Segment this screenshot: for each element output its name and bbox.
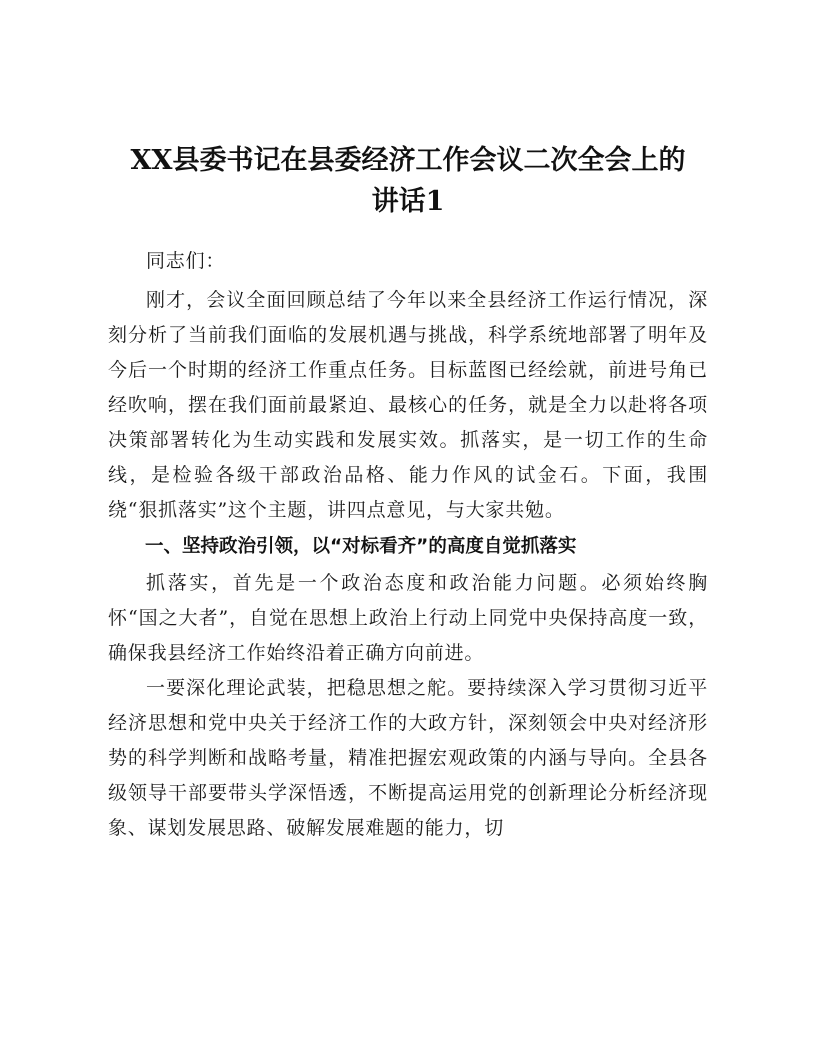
section-paragraph-1: 抓落实，首先是一个政治态度和政治能力问题。必须始终胸怀“国之大者”，自觉在思想上政治上行动上同党中央保持高度一致，确保我县经济工作始终沿着正确方向前进。 [108,572,708,664]
section-paragraph-2: 一要深化理论武装，把稳思想之舵。要持续深入学习贯彻习近平经济思想和党中央关于经济工作的大政方针，深刻领会中央对经济形势的科学判断和战略考量，精准把握宏观政策的内涵与导向。全县各级领导干部要带头学深悟透，不断提高运用党的创新理论分析经济现象、谋划发展思路、破解发展难题的能力，切 [108,677,708,839]
document-title-line-2: 讲话1 [371,186,445,217]
document-title-line-1: XX县委书记在县委经济工作会议二次全会上的 [130,145,686,176]
salutation: 同志们： [146,250,226,272]
document-page [108,140,708,846]
intro-paragraph: 刚才，会议全面回顾总结了今年以来全县经济工作运行情况，深刻分析了当前我们面临的发展机遇与挑战，科学系统地部署了明年及今后一个时期的经济工作重点任务。目标蓝图已经绘就，前进号角已经吹响，摆在我们面前最紧迫、最核心的任务，就是全力以赴将各项决策部署转化为生动实践和发展实效。抓落实，是一切工作的生命线，是检验各级干部政治品格、能力作风的试金石。下面，我围绕“狠抓落实”这个主题，讲四点意见，与大家共勉。 [108,289,708,521]
document-title [108,140,708,222]
section-heading-1: 一、坚持政治引领，以“对标看齐”的高度自觉抓落实 [145,536,577,557]
